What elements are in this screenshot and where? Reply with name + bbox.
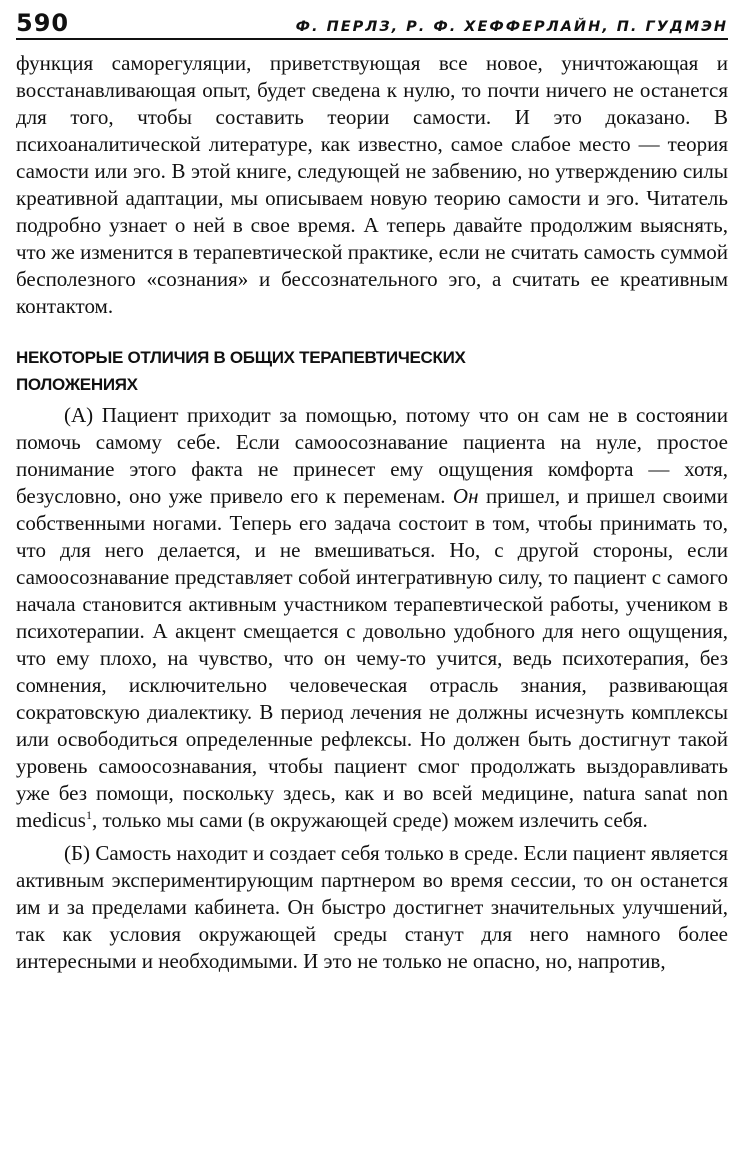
paragraph-b: (Б) Самость находит и создает себя только в среде. Если пациент является активным экспериментирующим партнером во время сессии, то он останется им и за пределами кабинета. Он быстро достигнет значительных улучшений, так как условия окружающей среды станут для него намного более интересными и необходимыми. И это не только не опасно, но, напротив, — [16, 841, 728, 973]
paragraph-a — [16, 402, 728, 834]
paragraph-a-part-3: , только мы сами (в окружающей среде) можем излечить себя. — [91, 808, 648, 832]
paragraph-a-part-1: (А) Пациент приходит за помощью, потому что он сам не в состоянии помочь самому себе. Если самоосознавание пациента на нуле, простое понимание этого факта не принесет ему ощущения комфорта — хотя, безусловно, оно уже привело его к переменам. — [16, 403, 728, 508]
section-heading-line-1: НЕКОТОРЫЕ ОТЛИЧИЯ В ОБЩИХ ТЕРАПЕВТИЧЕСКИХ — [16, 348, 466, 367]
running-head — [16, 8, 728, 40]
section-heading — [16, 344, 728, 398]
page-number: 590 — [16, 9, 70, 37]
footnote-marker[interactable]: 1 — [85, 808, 92, 822]
paragraph-a-part-2: пришел, и пришел своими собственными ногами. Теперь его задача состоит в том, чтобы принимать то, что для него делается, и не вмешиваться. Но, с другой стороны, если самоосознавание представляет собой интегративную силу, то пациент с самого начала становится активным участником терапевтической работы, учеником в психотерапии. А акцент смещается с довольно удобного для него ощущения, что ему плохо, на чувство, что он чему-то учится, ведь психотерапия, без сомнения, исключительно человеческая отрасль знания, развивающая сократовскую диалектику. В период лечения не должны исчезнуть комплексы или освободиться определенные рефлексы. Но должен быть достигнут такой уровень самоосознавания, чтобы пациент смог продолжать выздоравливать уже без помощи, поскольку здесь, как и во всей медицине, natura sanat non medicus — [16, 484, 728, 832]
book-page — [16, 8, 728, 975]
section-heading-line-2: ПОЛОЖЕНИЯХ — [16, 375, 138, 394]
intro-paragraph: функция саморегуляции, приветствующая все новое, уничтожающая и восстанавливающая опыт, будет сведена к нулю, то почти ничего не останется для того, чтобы составить теории самости. И это доказано. В психоаналитической литературе, как известно, самое слабое место — теория самости или эго. В этой книге, следующей не забвению, но утверждению силы креативной адаптации, мы описываем новую теорию самости и эго. Читатель подробно узнает о ней в свое время. А теперь давайте продолжим выяснять, что же изменится в терапевтической практике, если не считать самость суммой бесполезного «сознания» и бессознательного эго, а считать ее креативным контактом. — [16, 51, 728, 318]
paragraph-a-emphasis: Он — [452, 484, 479, 508]
running-head-authors: Ф. ПЕРЛЗ, Р. Ф. ХЕФФЕРЛАЙН, П. ГУДМЭН — [295, 19, 728, 35]
